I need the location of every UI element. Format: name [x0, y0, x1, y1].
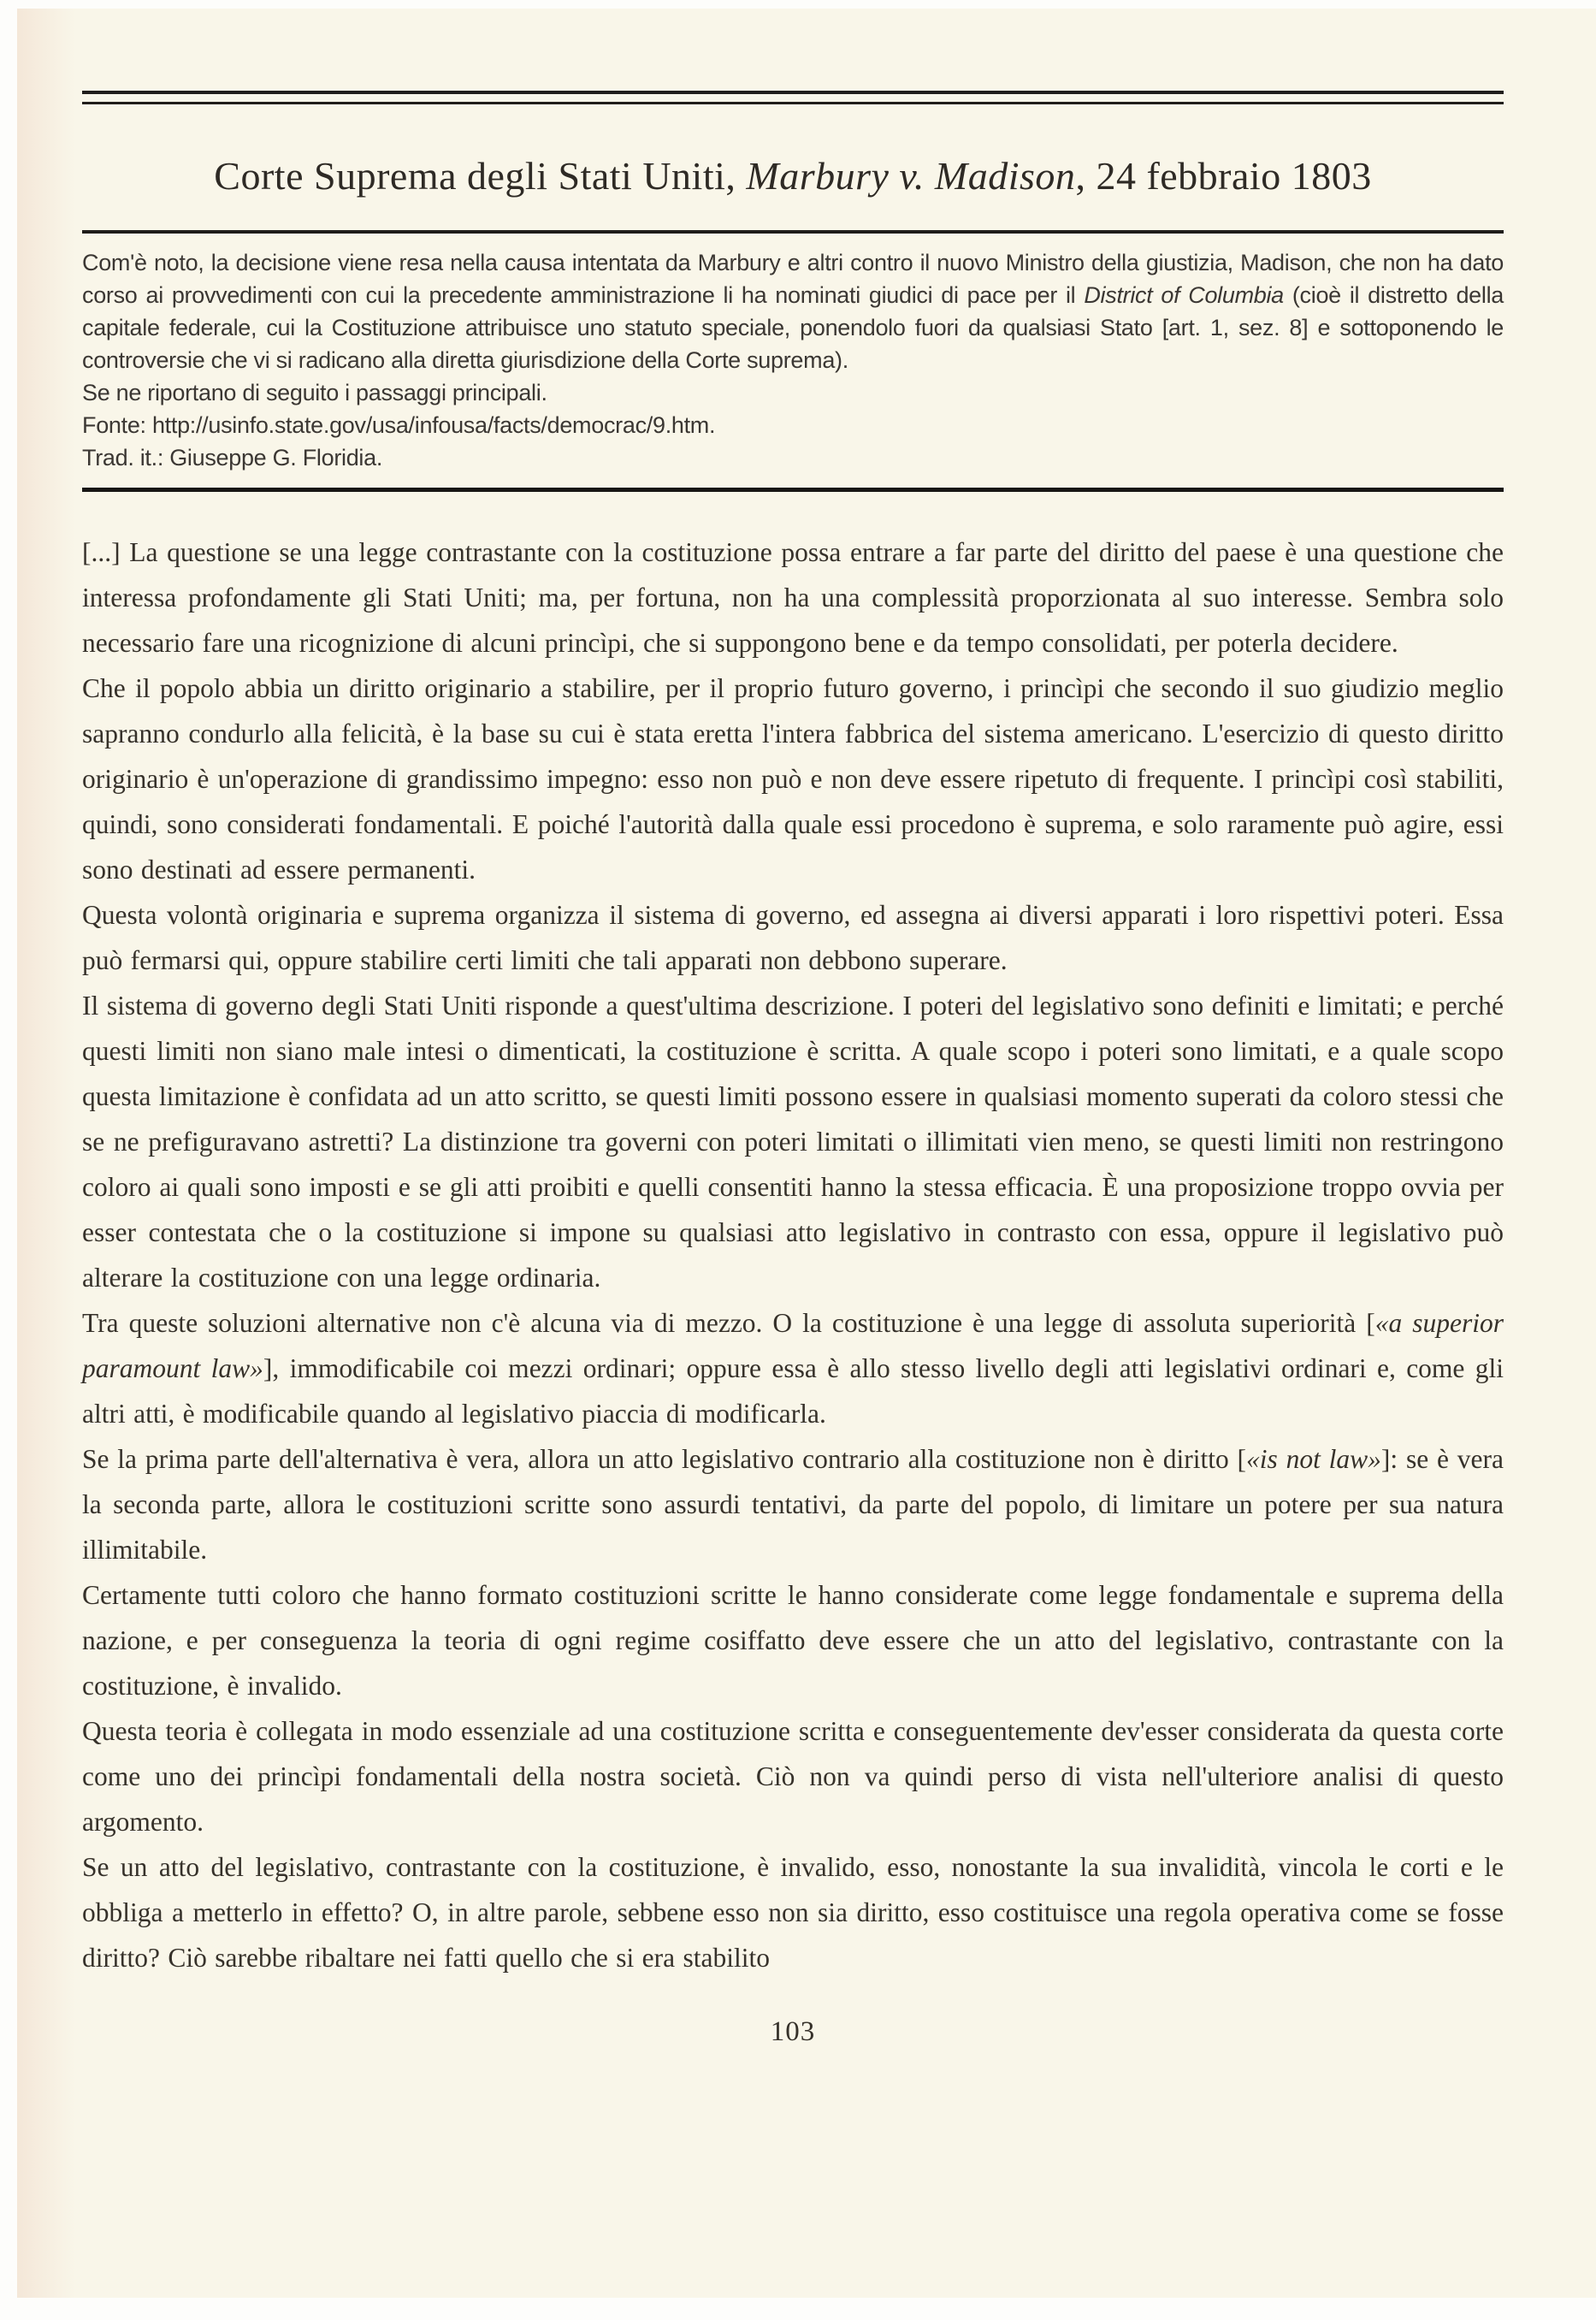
intro-text-part-2: (cioè il distretto della capitale federale, cui la Costituzione attribuisce uno statuto speciale, ponendolo fuori da qualsiasi Stato [art. 1, sez. 8] e sottoponendo le controversie che vi si radicano alla diretta giurisdizione della Corte suprema).: [82, 282, 1504, 374]
title-date-part: , 24 febbraio 1803: [1075, 154, 1372, 198]
page-title: [82, 152, 1504, 199]
page-content: [17, 9, 1596, 2048]
top-double-rule: [82, 91, 1504, 104]
body-segment: ], immodificabile coi mezzi ordinari; oppure essa è allo stesso livello degli atti legislativi ordinari e, come gli altri atti, è modificabile quando al legislativo piaccia di modificarla.: [82, 1353, 1504, 1429]
title-case-name-italic: Marbury v. Madison: [746, 154, 1076, 198]
title-bottom-rule: [82, 230, 1504, 234]
body-segment: ]: se è vera la seconda parte, allora le costituzioni scritte sono assurdi tentativi, da parte del popolo, di limitare un potere per sua natura illimitabile.: [82, 1444, 1504, 1565]
intro-source-line: Fonte: http://usinfo.state.gov/usa/infousa/facts/democrac/9.htm.: [82, 412, 716, 439]
body-segment-italic: «is not law»: [1246, 1444, 1381, 1475]
scanned-page: [17, 9, 1596, 2298]
body-paragraph: [82, 1844, 1504, 1980]
intro-paragraph: [82, 246, 1504, 376]
body-paragraph: [82, 1572, 1504, 1708]
body-segment: Questa volontà originaria e suprema organizza il sistema di governo, ed assegna ai diversi apparati i loro rispettivi poteri. Essa può fermarsi qui, oppure stabilire certi limiti che tali apparati non debbono superare.: [82, 900, 1504, 976]
body-paragraph: [82, 666, 1504, 892]
title-roman-part: Corte Suprema degli Stati Uniti,: [214, 154, 747, 198]
intro-bottom-rule: [82, 488, 1504, 492]
body-segment: Che il popolo abbia un diritto originario a stabilire, per il proprio futuro governo, i princìpi che secondo il suo giudizio meglio sapranno condurlo alla felicità, è la base su cui è stata eretta l'intera fabbrica del sistema americano. L'esercizio di questo diritto originario è un'operazione di grandissimo impegno: esso non può e non deve essere ripetuto di frequente. I princìpi così stabiliti, quindi, sono considerati fondamentali. E poiché l'autorità dalla quale essi procedono è suprema, e solo raramente può agire, essi sono destinati ad essere permanenti.: [82, 673, 1504, 885]
page-number: 103: [770, 2016, 816, 2048]
body-paragraph: [82, 983, 1504, 1300]
intro-text-part-1: Com'è noto, la decisione viene resa nella causa intentata da Marbury e altri contro il nuovo Ministro della giustizia, Madison, che non ha dato corso ai provvedimenti con cui la precedente amministrazione li ha nominati giudici di pace per il: [82, 250, 1504, 309]
body-paragraph: [82, 530, 1504, 666]
body-segment: Tra queste soluzioni alternative non c'è alcuna via di mezzo. O la costituzione è una legge di assoluta superiorità [: [82, 1308, 1375, 1339]
intro-translator-line: Trad. it.: Giuseppe G. Floridia.: [82, 445, 383, 471]
intro-note-line: Se ne riportano di seguito i passaggi principali.: [82, 380, 547, 406]
body-segment: Se un atto del legislativo, contrastante con la costituzione, è invalido, esso, nonostante la sua invalidità, vincola le corti e le obbliga a metterlo in effetto? O, in altre parole, sebbene esso non sia diritto, esso costituisce una regola operativa come se fosse diritto? Ciò sarebbe ribaltare nei fatti quello che si era stabilito: [82, 1852, 1504, 1974]
body-paragraph: [82, 1708, 1504, 1844]
body-segment: Certamente tutti coloro che hanno formato costituzioni scritte le hanno considerate come legge fondamentale e suprema della nazione, e per conseguenza la teoria di ogni regime cosiffatto deve essere che un atto del legislativo, contrastante con la costituzione, è invalido.: [82, 1580, 1504, 1702]
intro-block: [82, 246, 1504, 474]
body-segment: Questa teoria è collegata in modo essenziale ad una costituzione scritta e conseguentemente dev'esser considerata da questa corte come uno dei princìpi fondamentali della nostra società. Ciò non va quindi perso di vista nell'ulteriore analisi di questo argomento.: [82, 1716, 1504, 1838]
body-segment: [...] La questione se una legge contrastante con la costituzione possa entrare a far parte del diritto del paese è una questione che interessa profondamente gli Stati Uniti; ma, per fortuna, non ha una complessità proporzionata al suo interesse. Sembra solo necessario fare una ricognizione di alcuni princìpi, che si suppongono bene e da tempo consolidati, per poterla decidere.: [82, 537, 1504, 659]
intro-district-of-columbia-italic: District of Columbia: [1084, 282, 1284, 309]
body-segment: Se la prima parte dell'alternativa è vera, allora un atto legislativo contrario alla costituzione non è diritto [: [82, 1444, 1247, 1475]
body-paragraph: [82, 892, 1504, 983]
body-paragraph: [82, 1300, 1504, 1436]
body-segment: Il sistema di governo degli Stati Uniti risponde a quest'ultima descrizione. I poteri del legislativo sono definiti e limitati; e perché questi limiti non siano male intesi o dimenticati, la costituzione è scritta. A quale scopo i poteri sono limitati, e a quale scopo questa limitazione è confidata ad un atto scritto, se questi limiti possono essere in qualsiasi momento superati da coloro stessi che se ne prefiguravano astretti? La distinzione tra governi con poteri limitati o illimitati vien meno, se questi limiti non restringono coloro ai quali sono imposti e se gli atti proibiti e quelli consentiti hanno la stessa efficacia. È una proposizione troppo ovvia per esser contestata che o la costituzione si impone su qualsiasi atto legislativo in contrasto con essa, oppure il legislativo può alterare la costituzione con una legge ordinaria.: [82, 991, 1504, 1293]
body-segment-italic: «a superior paramount law»: [82, 1308, 1504, 1384]
body-text: [82, 530, 1504, 1980]
body-paragraph: [82, 1436, 1504, 1572]
